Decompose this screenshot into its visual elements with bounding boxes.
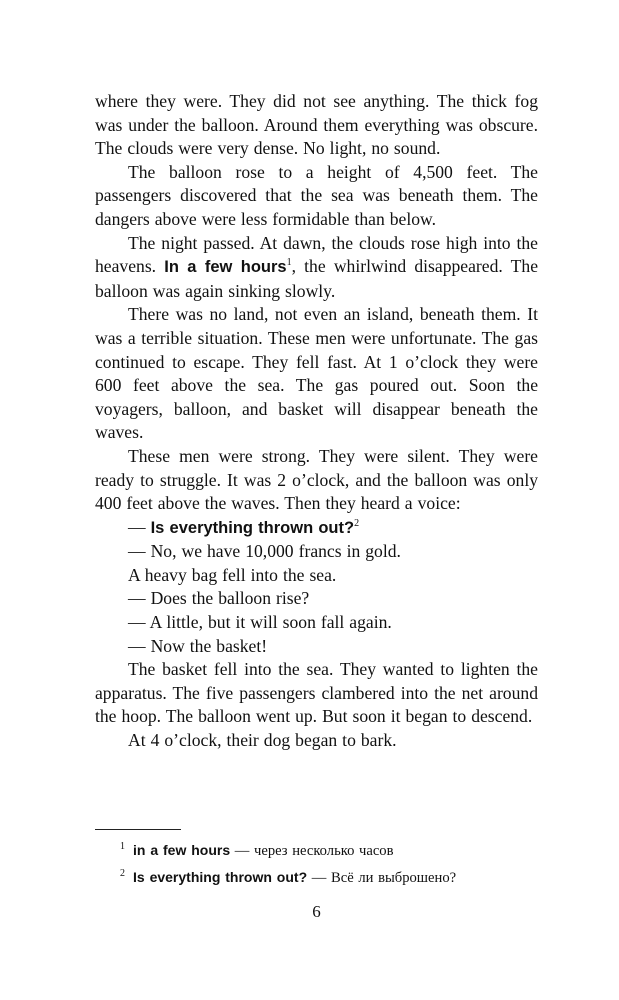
footnote-divider	[95, 829, 181, 830]
paragraph-3-text-end: , the whirlwind disappeared. The balloon was again sinking slowly.	[95, 256, 539, 301]
paragraph-3	[95, 232, 538, 304]
footnotes	[120, 840, 550, 894]
paragraph-5: These men were strong. They were silent. They were ready to struggle. It was 2 o’clock, and the balloon was only 400 feet above the waves. Then they heard a voice:	[95, 445, 538, 514]
footnote-ref-1: 1	[286, 257, 292, 269]
footnote-number: 1	[120, 841, 125, 853]
footnote-separator: —	[230, 843, 255, 859]
footnote-separator: —	[307, 870, 332, 886]
paragraph-1: where they were. They did not see anything. The thick fog was under the balloon. Around them everything was obscure. The clouds were very dense. No light, no sound.	[95, 91, 538, 159]
footnote-translation: Всё ли выброшено?	[331, 870, 457, 886]
dialogue-line-5: — Now the basket!	[128, 635, 268, 656]
paragraph-7: At 4 o’clock, their dog began to bark.	[128, 730, 397, 751]
dialogue-line-4: — A little, but it will soon fall again.	[128, 612, 392, 633]
page-number: 6	[312, 902, 321, 921]
dialogue-line-2: — No, we have 10,000 francs in gold.	[128, 541, 401, 562]
footnote-ref-2: 2	[354, 517, 360, 529]
narration-line: A heavy bag fell into the sea.	[128, 564, 337, 585]
paragraph-4: There was no land, not even an island, beneath them. It was a terrible situation. These men were unfortunate. The gas continued to escape. They fell fast. At 1 o’clock they were 600 feet above the sea. The gas poured out. Soon the voyagers, balloon, and basket will disappear beneath the waves.	[95, 304, 538, 443]
dialogue-line-3: — Does the balloon rise?	[128, 588, 310, 609]
footnote-number: 2	[120, 868, 125, 880]
dialogue-line-1	[95, 516, 538, 541]
glossed-phrase-in-a-few-hours: In a few hours	[164, 258, 287, 277]
glossed-phrase-is-everything-thrown-out: Is everything thrown out?	[150, 518, 355, 537]
footnote-translation: через несколько часов	[254, 843, 394, 859]
footnote-1	[120, 840, 550, 861]
footnote-term: Is everything thrown out?	[133, 869, 308, 885]
paragraph-2: The balloon rose to a height of 4,500 feet. The passengers discovered that the sea was beneath them. The dangers above were less formidable than below.	[95, 161, 538, 229]
footnote-term: in a few hours	[133, 842, 231, 858]
footnote-2	[120, 867, 550, 888]
paragraph-3-text-start: The night passed. At dawn, the clouds rose high into the heavens.	[95, 232, 538, 277]
dialogue-dash: —	[128, 516, 151, 537]
paragraph-6: The basket fell into the sea. They wanted to lighten the apparatus. The five passengers clambered into the net around the hoop. The balloon went up. But soon it began to descend.	[95, 659, 538, 727]
